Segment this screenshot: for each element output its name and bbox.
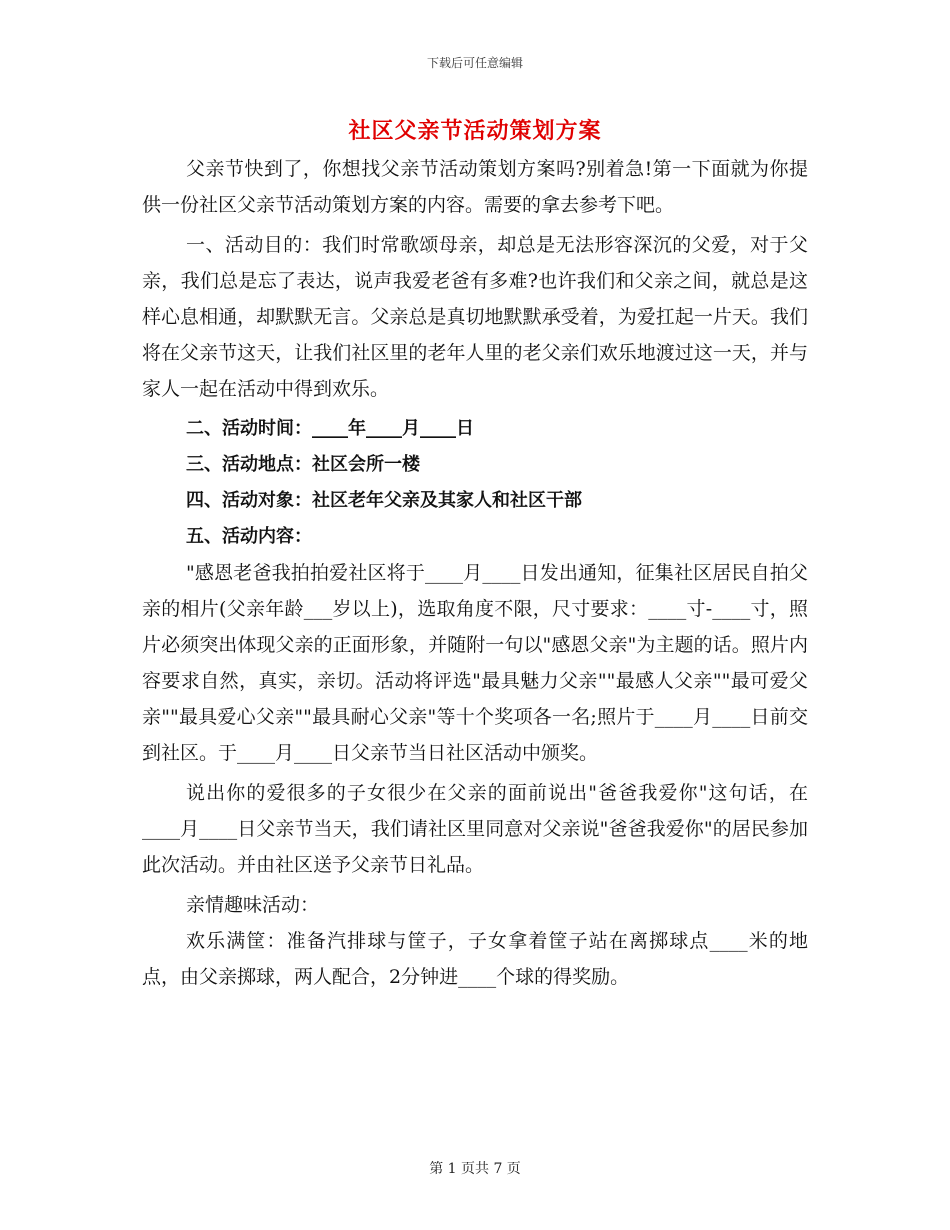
section-audience: 四、活动对象：社区老年父亲及其家人和社区干部 bbox=[186, 490, 582, 511]
section-location: 三、活动地点：社区会所一楼 bbox=[186, 454, 420, 475]
section-content-heading: 五、活动内容： bbox=[186, 526, 312, 547]
page-number: 第 1 页共 7 页 bbox=[429, 1161, 521, 1177]
document-body bbox=[142, 151, 808, 995]
document-title: 社区父亲节活动策划方案 bbox=[348, 118, 602, 144]
section-purpose: 一、活动目的：我们时常歌颂母亲，却总是无法形容深沉的父爱，对于父亲，我们总是忘了表达，说声我爱老爸有多难?也许我们和父亲之间，就总是这样心息相通，却默默无言。父亲总是真切地默默承受着，为爱扛起一片天。我们将在父亲节这天，让我们社区里的老年人里的老父亲们欢乐地渡过这一天，并与家人一起在活动中得到欢乐。 bbox=[142, 234, 808, 400]
header-note: 下载后可任意编辑 bbox=[426, 56, 523, 70]
section-time: 二、活动时间：____年____月____日 bbox=[186, 418, 474, 439]
say-love-paragraph: 说出你的爱很多的子女很少在父亲的面前说出"爸爸我爱你"这句话，在____月____日父亲节当天，我们请社区里同意对父亲说"爸爸我爱你"的居民参加此次活动。并由社区送予父亲节日礼品。 bbox=[142, 782, 808, 876]
ball-game-paragraph: 欢乐满筐：准备汽排球与筐子，子女拿着筐子站在离掷球点____米的地点，由父亲掷球，两人配合，2分钟进____个球的得奖励。 bbox=[142, 930, 808, 988]
family-games-heading: 亲情趣味活动： bbox=[186, 894, 320, 916]
photo-activity-paragraph: "感恩老爸我拍拍爱社区将于____月____日发出通知，征集社区居民自拍父亲的相片(父亲年龄___岁以上)，选取角度不限，尺寸要求：____寸-____寸，照片必须突出体现父亲的正面形象，并随附一句以"感恩父亲"为主题的话。照片内容要求自然，真实，亲切。活动将评选"最具魅力父亲""最感人父亲""最可爱父亲""最具爱心父亲""最具耐心父亲"等十个奖项各一名;照片于____月____日前交到社区。于____月____日父亲节当日社区活动中颁奖。 bbox=[142, 562, 808, 764]
intro-paragraph: 父亲节快到了，你想找父亲节活动策划方案吗?别着急!第一下面就为你提供一份社区父亲节活动策划方案的内容。需要的拿去参考下吧。 bbox=[142, 158, 808, 216]
